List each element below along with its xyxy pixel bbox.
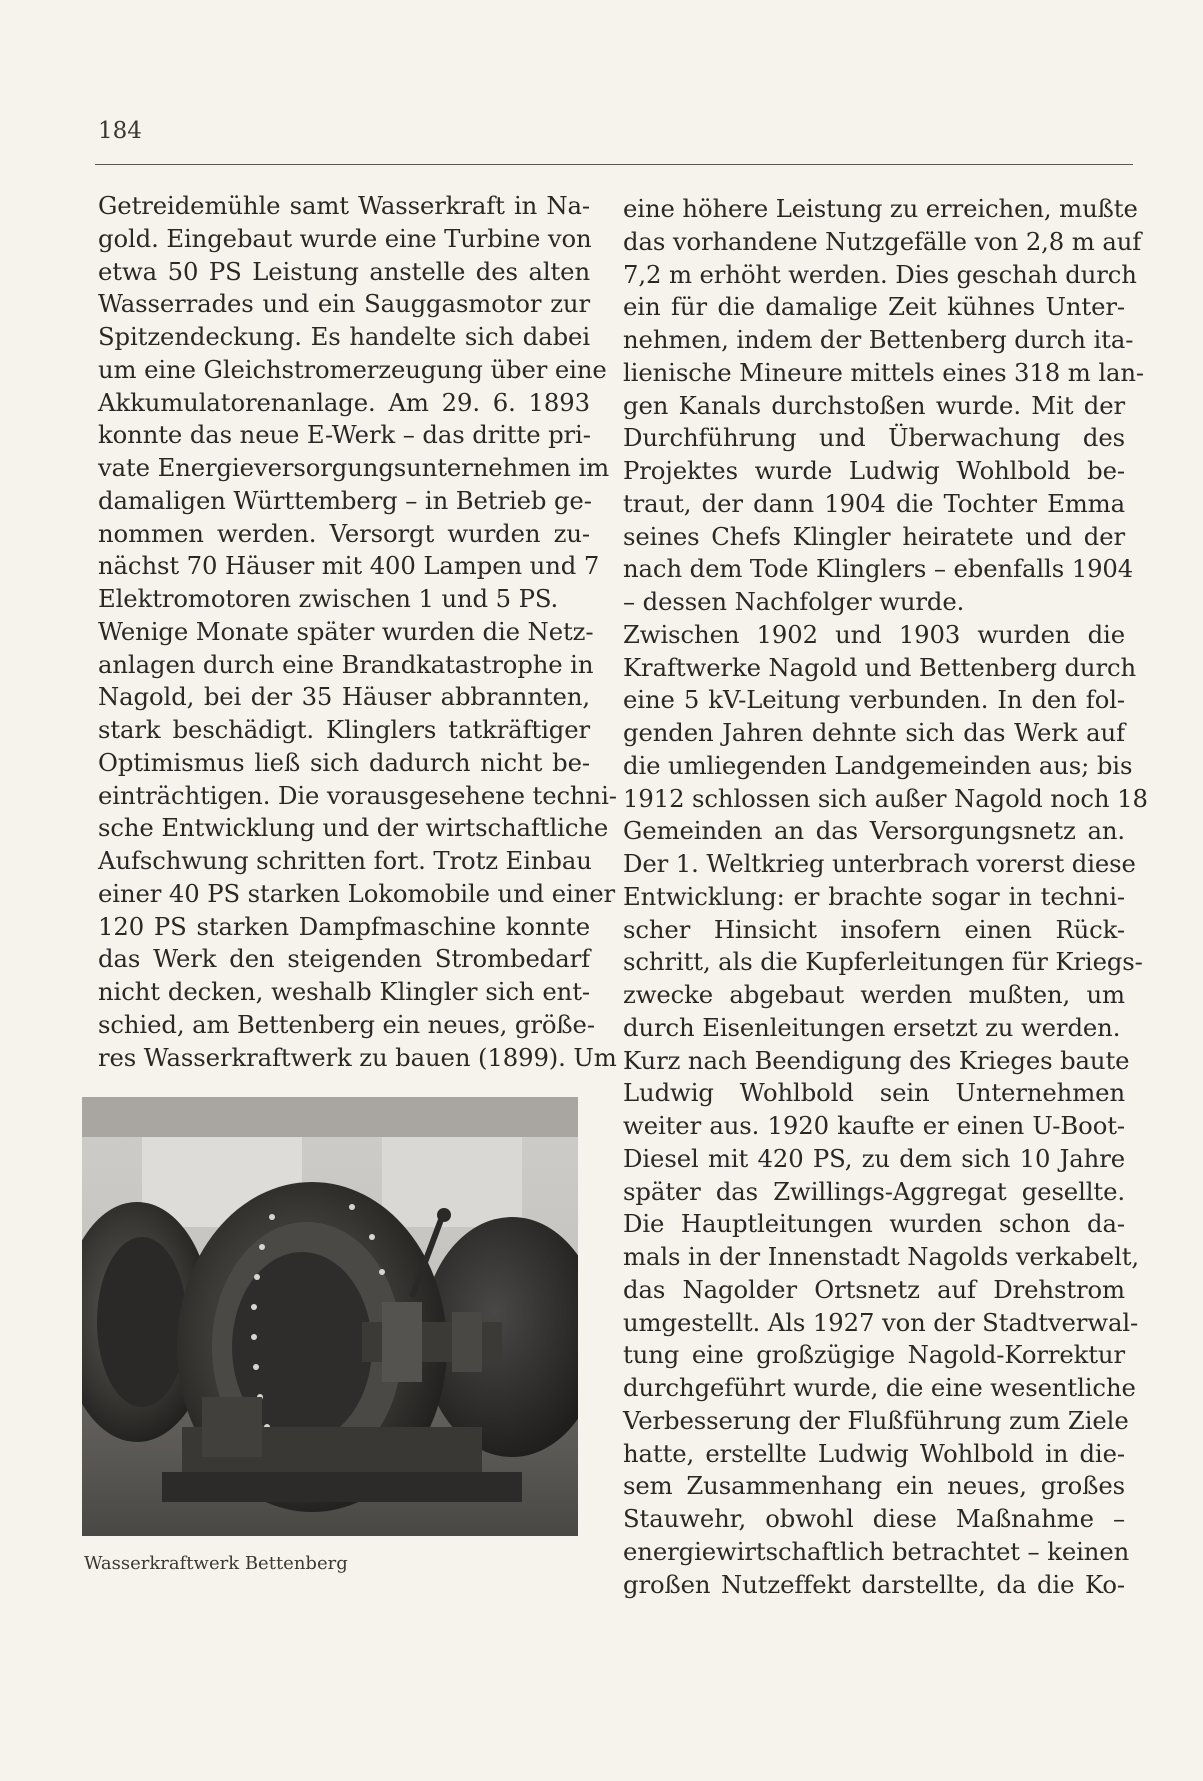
left-column-line: Optimismus ließ sich dadurch nicht be- [98,747,590,777]
right-column-line: mals in der Innenstadt Nagolds verkabelt, [623,1242,1140,1271]
left-column-line: Elektromotoren zwischen 1 und 5 PS. [98,584,559,613]
right-column-line: nach dem Tode Klinglers – ebenfalls 1904 [623,554,1134,584]
left-column-line: nommen werden. Versorgt wurden zu- [98,518,590,548]
right-column-line: traut, der dann 1904 die Tochter Emma [623,488,1125,518]
left-column-line: stark beschädigt. Klinglers tatkräftiger [98,715,590,744]
left-column-line: vate Energieversorgungsunternehmen im [98,453,610,482]
right-column-line: 7,2 m erhöht werden. Dies geschah durch [623,259,1137,289]
right-column-line: das Nagolder Ortsnetz auf Drehstrom [623,1274,1125,1304]
right-column-line: Verbesserung der Flußführung zum Ziele [623,1405,1129,1435]
right-column-line: das vorhandene Nutzgefälle von 2,8 m auf [623,226,1142,256]
right-column-line: Entwicklung: er brachte sogar in techni- [623,881,1125,911]
right-column-line: weiter aus. 1920 kaufte er einen U-Boot- [623,1111,1125,1140]
right-column-line: die umliegenden Landgemeinden aus; bis [623,750,1133,780]
left-column-line: anlagen durch eine Brandkatastrophe in [98,649,594,679]
right-column-line: genden Jahren dehnte sich das Werk auf [623,718,1125,747]
right-column-line: zwecke abgebaut werden mußten, um [623,980,1125,1009]
right-column-line: eine 5 kV-Leitung verbunden. In den fol- [623,685,1125,715]
left-column-line: konnte das neue E-Werk – das dritte pri- [98,420,591,450]
left-column-line: Akkumulatorenanlage. Am 29. 6. 1893 [98,387,590,417]
right-column-line: Zwischen 1902 und 1903 wurden die [623,619,1125,649]
right-column-line: hatte, erstellte Ludwig Wohlbold in die- [623,1438,1125,1468]
right-column-line: scher Hinsicht insofern einen Rück- [623,914,1125,944]
left-column-line: Getreidemühle samt Wasserkraft in Na- [98,191,590,220]
right-column-line: sem Zusammenhang ein neues, großes [623,1471,1125,1501]
right-column-line: durchgeführt wurde, die eine wesentliche [623,1373,1136,1402]
right-column-line: Der 1. Weltkrieg unterbrach vorerst diese [623,849,1136,878]
left-column-line: Wenige Monate später wurden die Netz- [98,616,594,646]
left-column-line: nicht decken, weshalb Klingler sich ent- [98,977,590,1006]
header-rule [95,164,1133,165]
photo-wasserkraftwerk [82,1097,578,1536]
right-column-line: Stauwehr, obwohl diese Maßnahme – [623,1504,1125,1533]
left-column-line: gold. Eingebaut wurde eine Turbine von [98,223,592,253]
left-column-line: Aufschwung schritten fort. Trotz Einbau [98,846,592,875]
right-column-line: später das Zwillings-Aggregat gesellte. [623,1176,1125,1206]
left-column-line: Wasserrades und ein Sauggasmotor zur [98,289,590,319]
page-number: 184 [98,118,142,144]
right-column-line: durch Eisenleitungen ersetzt zu werden. [623,1012,1121,1042]
right-column-line: gen Kanals durchstoßen wurde. Mit der [623,390,1125,420]
left-column-line: etwa 50 PS Leistung anstelle des alten [98,256,590,286]
right-column-line: 1912 schlossen sich außer Nagold noch 18 [623,783,1148,813]
right-column-line: lienische Mineure mittels eines 318 m lan- [623,357,1145,387]
left-column-line: sche Entwicklung und der wirtschaftliche [98,813,609,843]
left-column-line: nächst 70 Häuser mit 400 Lampen und 7 [98,551,600,581]
left-column-line: schied, am Bettenberg ein neues, größe- [98,1009,595,1039]
right-column-line: energiewirtschaftlich betrachtet – keinen [623,1536,1130,1566]
right-column-line: ein für die damalige Zeit kühnes Unter- [623,292,1125,322]
right-column-line: – dessen Nachfolger wurde. [623,587,965,616]
right-column-line: umgestellt. Als 1927 von der Stadtverwal- [623,1307,1139,1337]
right-column-line: Gemeinden an das Versorgungsnetz an. [623,816,1125,846]
left-column-line: um eine Gleichstromerzeugung über eine [98,354,607,384]
left-column-line: das Werk den steigenden Strombedarf [98,944,590,974]
right-column-line: Projektes wurde Ludwig Wohlbold be- [623,456,1125,485]
right-column-line: schritt, als die Kupferleitungen für Kriegs- [623,947,1143,977]
left-column-line: Nagold, bei der 35 Häuser abbrannten, [98,682,590,712]
right-column-line: Die Hauptleitungen wurden schon da- [623,1209,1125,1239]
left-column-line: 120 PS starken Dampfmaschine konnte [98,911,590,941]
right-column-line: seines Chefs Klingler heiratete und der [623,521,1125,551]
left-column-line: einträchtigen. Die vorausgesehene techni- [98,780,617,810]
right-column-line: eine höhere Leistung zu erreichen, mußte [623,194,1138,223]
right-column-line: Diesel mit 420 PS, zu dem sich 10 Jahre [623,1143,1125,1173]
left-column-line: Spitzendeckung. Es handelte sich dabei [98,322,590,351]
left-column-line: einer 40 PS starken Lokomobile und einer [98,878,616,908]
right-column-line: großen Nutzeffekt darstellte, da die Ko- [623,1569,1125,1599]
left-column-line: damaligen Württemberg – in Betrieb ge- [98,485,592,515]
photo-caption: Wasserkraftwerk Bettenberg [84,1553,348,1574]
right-column-line: Ludwig Wohlbold sein Unternehmen [623,1078,1125,1108]
generator-photo-icon [82,1097,578,1536]
left-column-line: res Wasserkraftwerk zu bauen (1899). Um [98,1042,617,1072]
right-column [623,193,1148,1601]
right-column-line: Kraftwerke Nagold und Bettenberg durch [623,652,1137,682]
right-column-line: nehmen, indem der Bettenberg durch ita- [623,325,1134,354]
right-column-line: Kurz nach Beendigung des Krieges baute [623,1045,1130,1075]
right-column-line: tung eine großzügige Nagold-Korrektur [623,1340,1125,1370]
left-column [98,190,617,1074]
right-column-line: Durchführung und Überwachung des [623,423,1125,453]
